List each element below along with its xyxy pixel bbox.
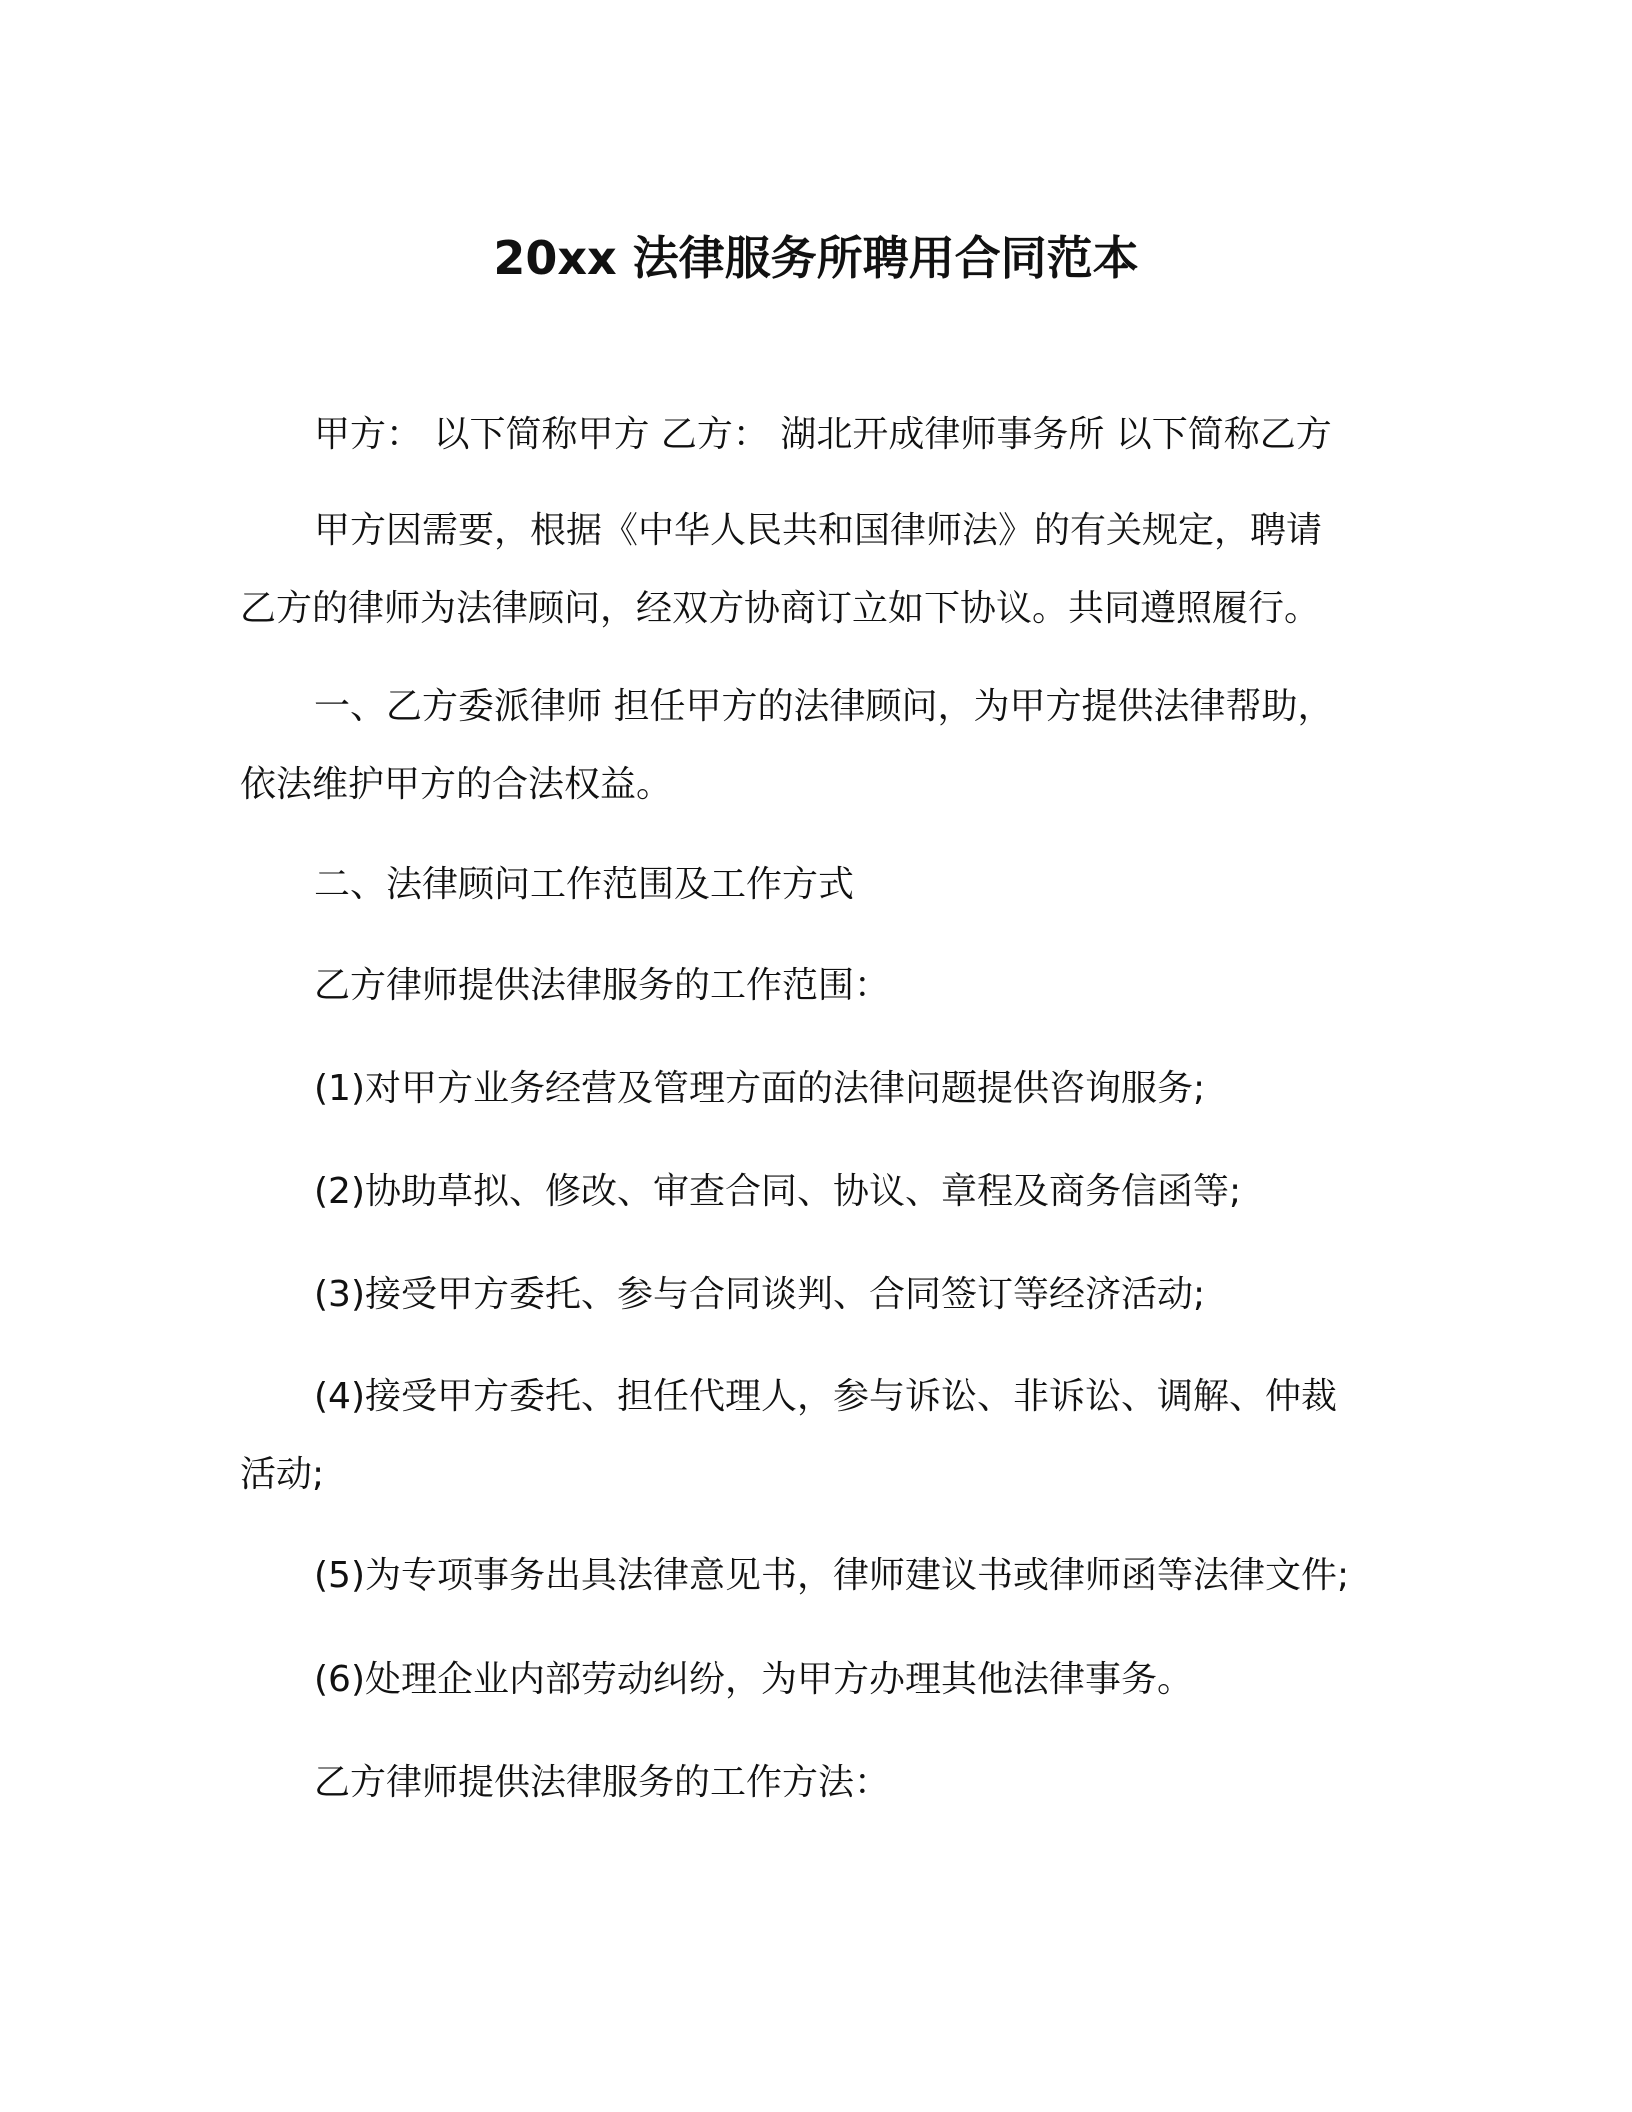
paragraph-line: (4)接受甲方委托、担任代理人，参与诉讼、非诉讼、调解、仲裁: [314, 1376, 1337, 1417]
list-item-1: [240, 1050, 1390, 1128]
list-item-2: [240, 1153, 1390, 1231]
paragraph-line: (5)为专项事务出具法律意见书，律师建议书或律师函等法律文件;: [314, 1555, 1350, 1596]
paragraph-line: (1)对甲方业务经营及管理方面的法律问题提供咨询服务;: [314, 1068, 1206, 1109]
paragraph-line: 乙方的律师为法律顾问，经双方协商订立如下协议。共同遵照履行。: [240, 588, 1321, 629]
paragraph-line: (6)处理企业内部劳动纠纷，为甲方办理其他法律事务。: [314, 1659, 1193, 1700]
list-item-3: [240, 1256, 1390, 1334]
paragraph-line: 依法维护甲方的合法权益。: [240, 764, 673, 805]
paragraph-line: 活动;: [240, 1454, 325, 1495]
paragraph-line: (3)接受甲方委托、参与合同谈判、合同签订等经济活动;: [314, 1274, 1206, 1315]
paragraph-line: 一、乙方委派律师 担任甲方的法律顾问，为甲方提供法律帮助，: [314, 686, 1334, 727]
paragraph-scope-heading: [240, 947, 1390, 1025]
list-item-4: [240, 1358, 1390, 1514]
paragraph-line: 甲方： 以下简称甲方 乙方： 湖北开成律师事务所 以下简称乙方: [314, 414, 1332, 455]
paragraph-line: 甲方因需要，根据《中华人民共和国律师法》的有关规定，聘请: [314, 510, 1323, 551]
paragraph-line: 乙方律师提供法律服务的工作方法：: [314, 1762, 891, 1803]
paragraph-line: 二、法律顾问工作范围及工作方式: [314, 864, 855, 905]
paragraph-clause-1: [240, 668, 1390, 824]
paragraph-clause-2-heading: [240, 846, 1390, 924]
list-item-5: [240, 1537, 1390, 1615]
paragraph-parties: [240, 396, 1390, 474]
paragraph-preamble: [240, 492, 1390, 648]
paragraph-method-heading: [240, 1744, 1390, 1822]
list-item-6: [240, 1641, 1390, 1719]
paragraph-line: (2)协助草拟、修改、审查合同、协议、章程及商务信函等;: [314, 1171, 1242, 1212]
paragraph-line: 乙方律师提供法律服务的工作范围：: [314, 965, 891, 1006]
document-title: 20xx 法律服务所聘用合同范本: [493, 231, 1139, 285]
